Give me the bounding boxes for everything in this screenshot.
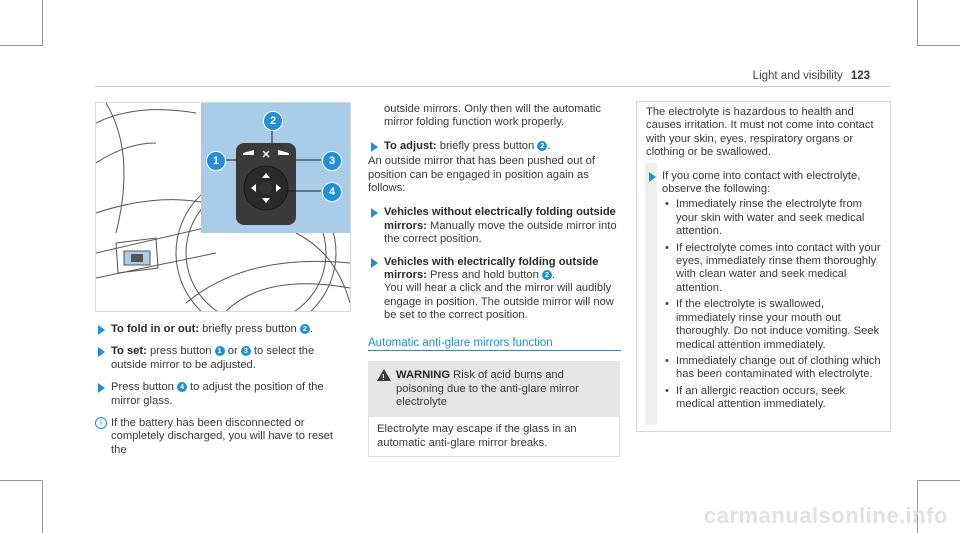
continued-text: outside mirrors. Only then will the automatic mirror folding function work properly. bbox=[384, 103, 601, 129]
callout-1: 1 bbox=[206, 151, 226, 171]
list-item: • If an allergic reaction occurs, seek medical attention immediately. bbox=[676, 385, 882, 412]
instruction-text: press button bbox=[146, 345, 215, 358]
instruction-text: briefly press button bbox=[436, 139, 538, 152]
instruction-adjust-glass bbox=[95, 381, 351, 408]
list-item: • If electrolyte comes into contact with your eyes, immediately rinse them thoroughly with clean water and seek medical attention. bbox=[676, 242, 882, 296]
callout-4: 4 bbox=[322, 182, 342, 202]
instruction-fold: To fold in or out: briefly press button 2 . bbox=[95, 323, 351, 336]
instruction-without-folding bbox=[368, 206, 621, 246]
callout-2: 2 bbox=[263, 111, 283, 131]
watermark: carmanualsonline.info bbox=[704, 503, 948, 528]
warning-triangle-icon: ! bbox=[377, 369, 391, 381]
instruction-text: If you come into contact with electrolyte, observe the following: bbox=[662, 169, 861, 196]
warning-body: Electrolyte may escape if the glass in an automatic anti-glare mirror breaks. bbox=[368, 417, 620, 457]
warning-text: Risk of acid burns and poisoning due to the anti-glare mirror electrolyte bbox=[396, 369, 579, 408]
instruction-text: Press and hold button bbox=[426, 269, 542, 282]
paragraph: The electrolyte is hazardous to health and causes irritation. It must not come into contact with your skin, eyes, respiratory organs or clothing or be swallowed. bbox=[646, 106, 874, 159]
section-name: Light and visibility bbox=[752, 70, 843, 82]
crop-mark bbox=[0, 45, 42, 46]
instruction-label: Vehicles without electrically folding outside mirrors: bbox=[384, 206, 616, 232]
instruction-text: or bbox=[224, 345, 241, 358]
warning-header bbox=[368, 361, 620, 417]
note bbox=[95, 417, 351, 457]
running-header bbox=[753, 70, 870, 82]
paragraph: An outside mirror that has been pushed out of position can be engaged in position again as follows: bbox=[368, 155, 596, 195]
crop-mark bbox=[917, 0, 918, 46]
crop-mark bbox=[42, 480, 43, 533]
door-illustration bbox=[96, 103, 350, 311]
instruction-text: briefly press button bbox=[199, 323, 300, 335]
crop-mark bbox=[917, 45, 960, 46]
instruction-with-folding: Vehicles with electrically folding outside mirrors: Press and hold button 2 . You will hear a click and the mirror will audibly engage in position. The outside mirror will now be set to the correct position. bbox=[368, 256, 621, 323]
info-icon: i bbox=[95, 417, 107, 429]
arrow-icon bbox=[98, 383, 105, 393]
figure-mirror-controls bbox=[95, 102, 351, 312]
page-number: 123 bbox=[850, 70, 870, 82]
column-middle bbox=[368, 103, 621, 457]
instruction-label: Vehicles with electrically folding outside mirrors: bbox=[384, 255, 599, 282]
crop-mark bbox=[0, 480, 42, 481]
instruction-label: To set: bbox=[111, 345, 147, 358]
instruction-text: You will hear a click and the mirror will audibly engage in position. The outside mirror will now be set to the correct position. bbox=[384, 282, 614, 322]
warning-label: WARNING bbox=[396, 369, 451, 382]
list-item: • Immediately rinse the electrolyte from your skin with water and seek medical attention. bbox=[676, 198, 882, 238]
column-right bbox=[646, 106, 882, 415]
warning-box bbox=[368, 361, 620, 457]
instruction-set bbox=[95, 345, 351, 372]
section-title: Automatic anti-glare mirrors function bbox=[368, 336, 553, 349]
section-rule bbox=[368, 350, 621, 351]
instruction-label: To fold in or out: bbox=[111, 323, 200, 335]
button-number-badge: 4 bbox=[177, 382, 187, 392]
button-number-badge: 2 bbox=[542, 270, 552, 280]
callout-3: 3 bbox=[322, 151, 342, 171]
bullet-list bbox=[662, 198, 882, 411]
button-number-badge: 2 bbox=[300, 324, 310, 334]
instruction-contact bbox=[646, 170, 882, 197]
arrow-icon bbox=[371, 258, 378, 268]
arrow-icon bbox=[649, 172, 656, 182]
arrow-icon bbox=[371, 208, 378, 218]
instruction-text: to select the outside mirror to be adjusted. bbox=[111, 345, 315, 371]
arrow-icon bbox=[371, 142, 378, 152]
list-item: • If the electrolyte is swallowed, immediately rinse your mouth out thoroughly. Do not induce vomiting. Seek medical attention immediately. bbox=[676, 298, 882, 352]
arrow-icon bbox=[98, 347, 105, 357]
header-rule bbox=[95, 86, 890, 87]
instruction-text: Manually move the outside mirror into the correct position. bbox=[384, 219, 617, 246]
arrow-icon bbox=[98, 325, 105, 335]
note-text: If the battery has been disconnected or completely discharged, you will have to reset the bbox=[111, 417, 333, 456]
instruction-label: To adjust: bbox=[384, 139, 437, 152]
instruction-adjust: To adjust: briefly press button 2 . bbox=[368, 140, 621, 153]
button-number-badge: 1 bbox=[215, 346, 225, 356]
list-item: • Immediately change out of clothing which has been contaminated with electrolyte. bbox=[676, 355, 882, 382]
button-number-badge: 2 bbox=[537, 141, 547, 151]
crop-mark bbox=[917, 480, 960, 481]
column-left bbox=[95, 323, 351, 457]
button-number-badge: 3 bbox=[241, 346, 251, 356]
instruction-text: Press button bbox=[111, 381, 177, 394]
crop-mark bbox=[42, 0, 43, 46]
instruction-text: to adjust the position of the mirror glass. bbox=[111, 381, 324, 407]
